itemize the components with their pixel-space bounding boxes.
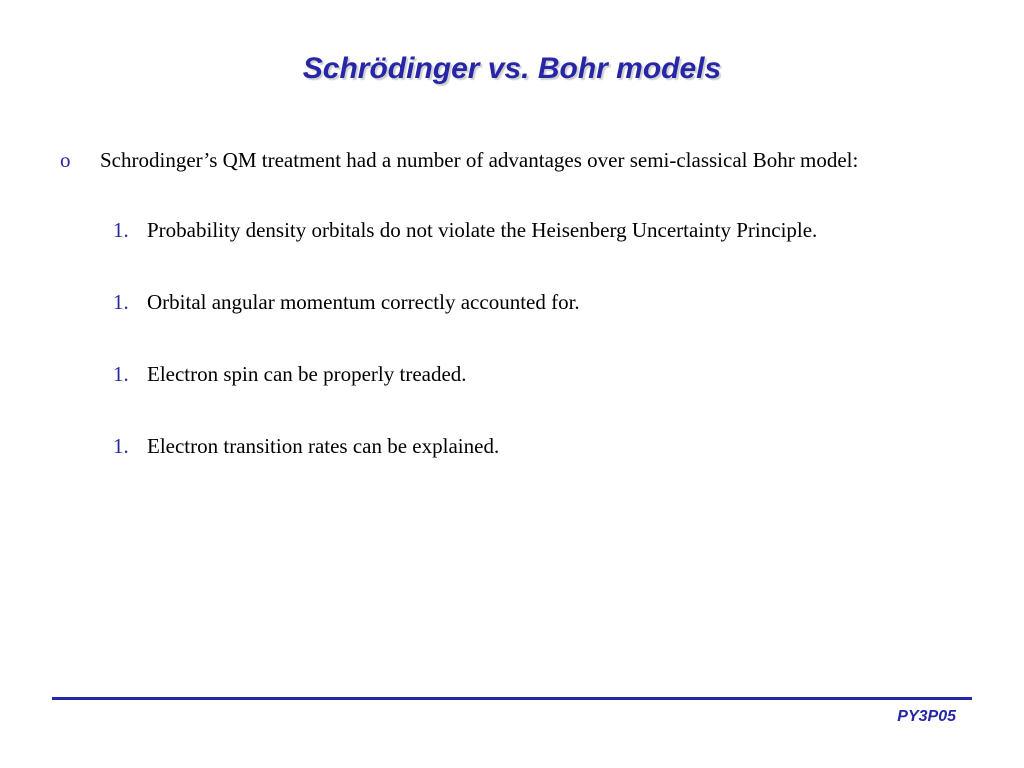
list-item	[58, 431, 938, 462]
footer-divider	[52, 697, 972, 700]
footer-course-code: PY3P05	[897, 708, 956, 725]
list-item-text: Probability density orbitals do not violate the Heisenberg Uncertainty Principle.	[147, 218, 818, 242]
main-bullet	[58, 145, 938, 176]
list-item-text: Electron spin can be properly treaded.	[147, 362, 467, 386]
list-item	[58, 215, 938, 246]
list-item-number: 1.	[113, 218, 129, 242]
list-item	[58, 359, 938, 390]
list-item-number: 1.	[113, 362, 129, 386]
main-bullet-text: Schrodinger’s QM treatment had a number of advantages over semi-classical Bohr model:	[100, 148, 859, 172]
advantages-list	[58, 215, 938, 462]
list-item-number: 1.	[113, 290, 129, 314]
slide-body	[58, 145, 938, 503]
list-item-text: Orbital angular momentum correctly accounted for.	[147, 290, 580, 314]
bullet-marker: o	[60, 148, 71, 172]
list-item-text: Electron transition rates can be explained.	[147, 434, 500, 458]
list-item-number: 1.	[113, 434, 129, 458]
slide-title: Schrödinger vs. Bohr models	[302, 52, 722, 85]
list-item	[58, 287, 938, 318]
